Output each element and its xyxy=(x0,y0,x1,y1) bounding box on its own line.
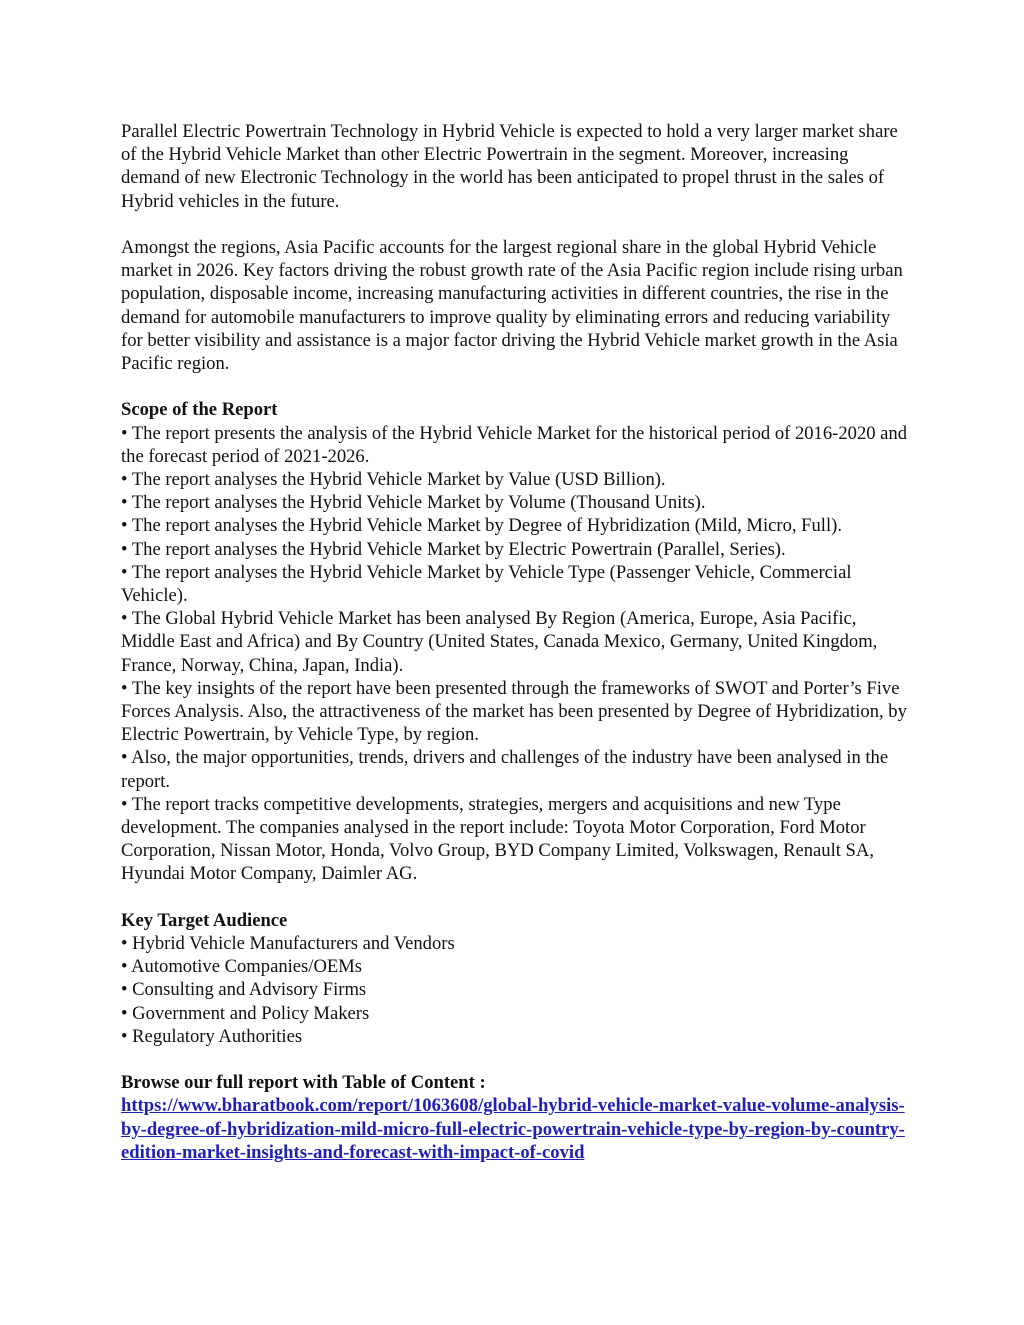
scope-item: • The report analyses the Hybrid Vehicle Market by Vehicle Type (Passenger Vehicle, Commercial Vehicle). xyxy=(121,561,852,607)
scope-item: • The report tracks competitive developments, strategies, mergers and acquisitions and new Type development. The companies analysed in the report include: Toyota Motor Corporation, Ford Motor Corporation, Nissan Motor, Honda, Volvo Group, BYD Company Limited, Volkswagen, Renault SA, Hyundai Motor Company, Daimler AG. xyxy=(121,793,874,885)
scope-item: • The report analyses the Hybrid Vehicle Market by Degree of Hybridization (Mild, Micro, Full). xyxy=(121,515,842,537)
report-link[interactable]: https://www.bharatbook.com/report/1063608/global-hybrid-vehicle-market-value-volume-analysis-by-degree-of-hybridization-mild-micro-full-electric-powertrain-vehicle-type-by-region-by-country-edition-market-insights-and-forecast-with-impact-of-covid xyxy=(121,1095,905,1163)
scope-list xyxy=(121,422,911,886)
scope-item: • Also, the major opportunities, trends, drivers and challenges of the industry have been analysed in the report. xyxy=(121,747,889,792)
audience-section xyxy=(121,909,911,1048)
scope-item: • The report presents the analysis of the Hybrid Vehicle Market for the historical period of 2016-2020 and the forecast period of 2021-2026. xyxy=(121,422,908,467)
scope-section xyxy=(121,398,911,885)
scope-item: • The report analyses the Hybrid Vehicle Market by Electric Powertrain (Parallel, Series). xyxy=(121,538,786,560)
audience-heading: Key Target Audience xyxy=(121,909,288,931)
browse-label: Browse our full report with Table of Content : xyxy=(121,1072,486,1094)
audience-item: • Hybrid Vehicle Manufacturers and Vendors xyxy=(121,933,455,955)
scope-item: • The key insights of the report have been presented through the frameworks of SWOT and Porter’s Five Forces Analysis. Also, the attractiveness of the market has been presented by Degree of Hybridization, by Electric Powertrain, by Vehicle Type, by region. xyxy=(121,677,907,746)
report-link-block xyxy=(121,1094,911,1164)
audience-item: • Consulting and Advisory Firms xyxy=(121,979,367,1001)
audience-item: • Automotive Companies/OEMs xyxy=(121,956,362,978)
audience-item: • Regulatory Authorities xyxy=(121,1025,303,1047)
scope-heading: Scope of the Report xyxy=(121,399,278,421)
intro-paragraph-powertrain: Parallel Electric Powertrain Technology in Hybrid Vehicle is expected to hold a very larger market share of the Hybrid Vehicle Market than other Electric Powertrain in the segment. Moreover, increasing demand of new Electronic Technology in the world has been anticipated to propel thrust in the sales of Hybrid vehicles in the future. xyxy=(121,121,898,212)
scope-item: • The Global Hybrid Vehicle Market has been analysed By Region (America, Europe, Asia Pacific, Middle East and Africa) and By Country (United States, Canada Mexico, Germany, United Kingdom, France, Norway, China, Japan, India). xyxy=(121,608,878,676)
scope-item: • The report analyses the Hybrid Vehicle Market by Volume (Thousand Units). xyxy=(121,492,706,514)
intro-paragraph-regions: Amongst the regions, Asia Pacific accounts for the largest regional share in the global Hybrid Vehicle market in 2026. Key factors driving the robust growth rate of the Asia Pacific region include rising urban population, disposable income, increasing manufacturing activities in different countries, the rise in the demand for automobile manufacturers to improve quality by eliminating errors and reducing variability for better visibility and assistance is a major factor driving the Hybrid Vehicle market growth in the Asia Pacific region. xyxy=(121,237,903,375)
audience-list xyxy=(121,932,911,1048)
audience-item: • Government and Policy Makers xyxy=(121,1002,370,1024)
browse-section xyxy=(121,1071,911,1164)
scope-item: • The report analyses the Hybrid Vehicle Market by Value (USD Billion). xyxy=(121,469,666,491)
document-page xyxy=(121,120,911,1164)
